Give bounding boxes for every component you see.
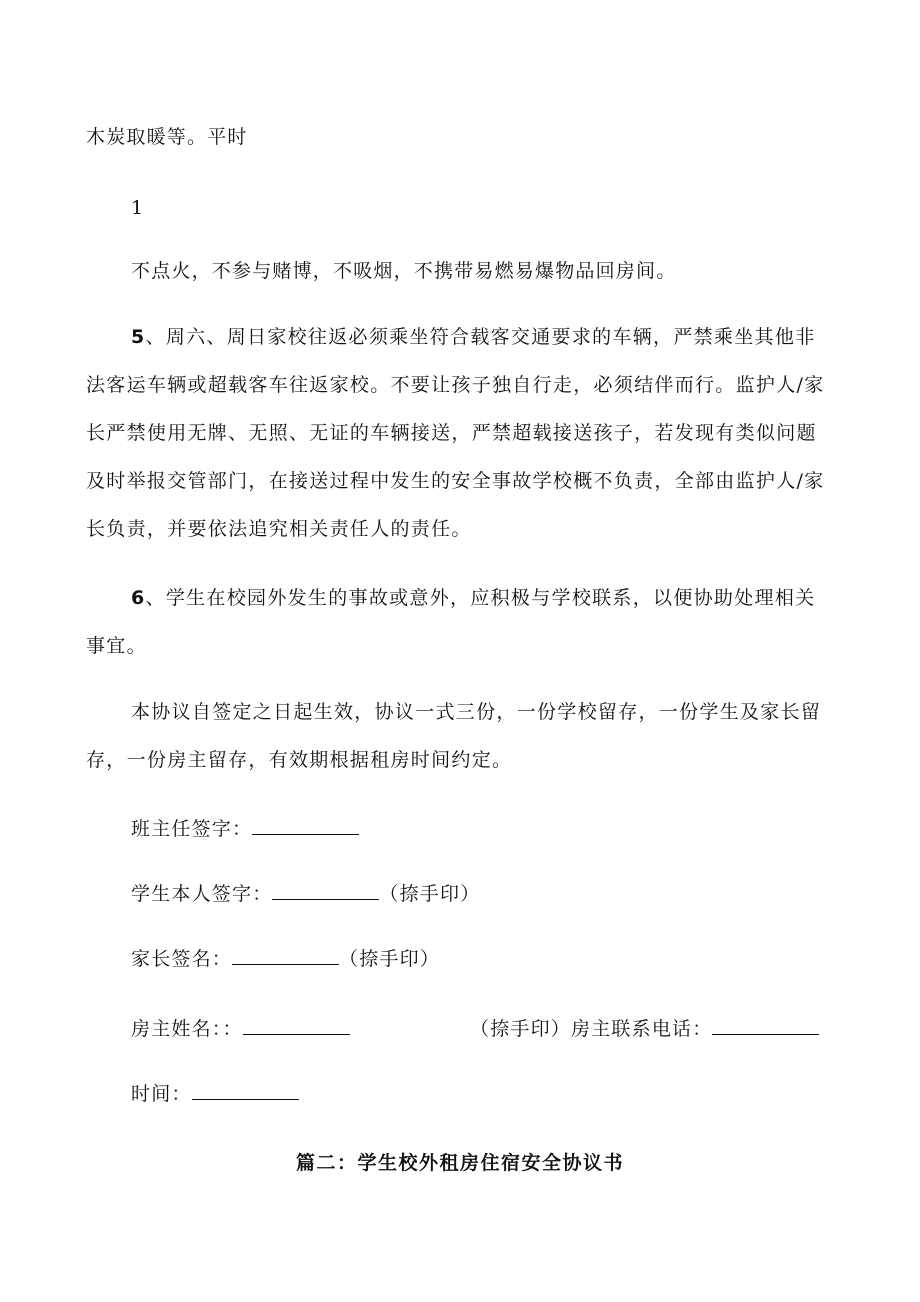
student-fingerprint-note: （捺手印）	[379, 883, 481, 905]
teacher-signature-blank	[252, 816, 359, 835]
time-blank	[192, 1081, 299, 1100]
time-row	[131, 1081, 299, 1106]
teacher-signature-label: 班主任签字：	[131, 818, 253, 840]
item-5-text: 、周六、周日家校往返必须乘坐符合载客交通要求的车辆，严禁乘坐其他非法客运车辆或超载客车往返家校。不要让孩子独自行走，必须结伴而行。监护人/家长严禁使用无牌、无照、无证的车辆接送，严禁超载接送孩子，若发现有类似问题及时举报交管部门，在接送过程中发生的安全事故学校概不负责，全部由监护人/家长负责，并要依法追究相关责任人的责任。	[86, 326, 825, 540]
student-signature-label: 学生本人签字：	[131, 883, 273, 905]
agreement-paragraph: 本协议自签定之日起生效，协议一式三份，一份学校留存，一份学生及家长留存，一份房主留存，有效期根据租房时间约定。	[86, 701, 822, 771]
landlord-name-blank	[243, 1016, 350, 1035]
section-title: 篇二：学生校外租房住宿安全协议书	[295, 1152, 624, 1174]
parent-fingerprint-note: （捺手印）	[339, 948, 441, 970]
landlord-name-row	[131, 1016, 350, 1041]
student-signature-blank	[272, 881, 379, 900]
item-6-text: 、学生在校园外发生的事故或意外，应积极与学校联系，以便协助处理相关事宜。	[86, 587, 816, 657]
text-line-fire: 不点火，不参与赌博，不吸烟，不携带易燃易爆物品回房间。	[131, 260, 677, 282]
time-label: 时间：	[131, 1083, 192, 1105]
landlord-phone-blank	[712, 1016, 819, 1035]
item-5-number: 5	[131, 326, 146, 348]
text-line-heating: 木炭取暖等。平时	[86, 126, 248, 148]
item-5-paragraph	[86, 313, 834, 553]
item-6-paragraph	[86, 574, 834, 670]
teacher-signature-row	[131, 816, 359, 841]
parent-signature-label: 家长签名：	[131, 948, 233, 970]
item-6-number: 6	[131, 587, 146, 609]
landlord-fingerprint-note: （捺手印）	[470, 1018, 572, 1040]
parent-signature-blank	[232, 946, 339, 965]
page-number: 1	[131, 197, 145, 219]
student-signature-row	[131, 881, 480, 906]
landlord-phone-label: 房主联系电话：	[571, 1018, 713, 1040]
landlord-phone-row	[470, 1016, 819, 1041]
parent-signature-row	[131, 946, 440, 971]
landlord-name-label: 房主姓名：：	[131, 1018, 243, 1040]
